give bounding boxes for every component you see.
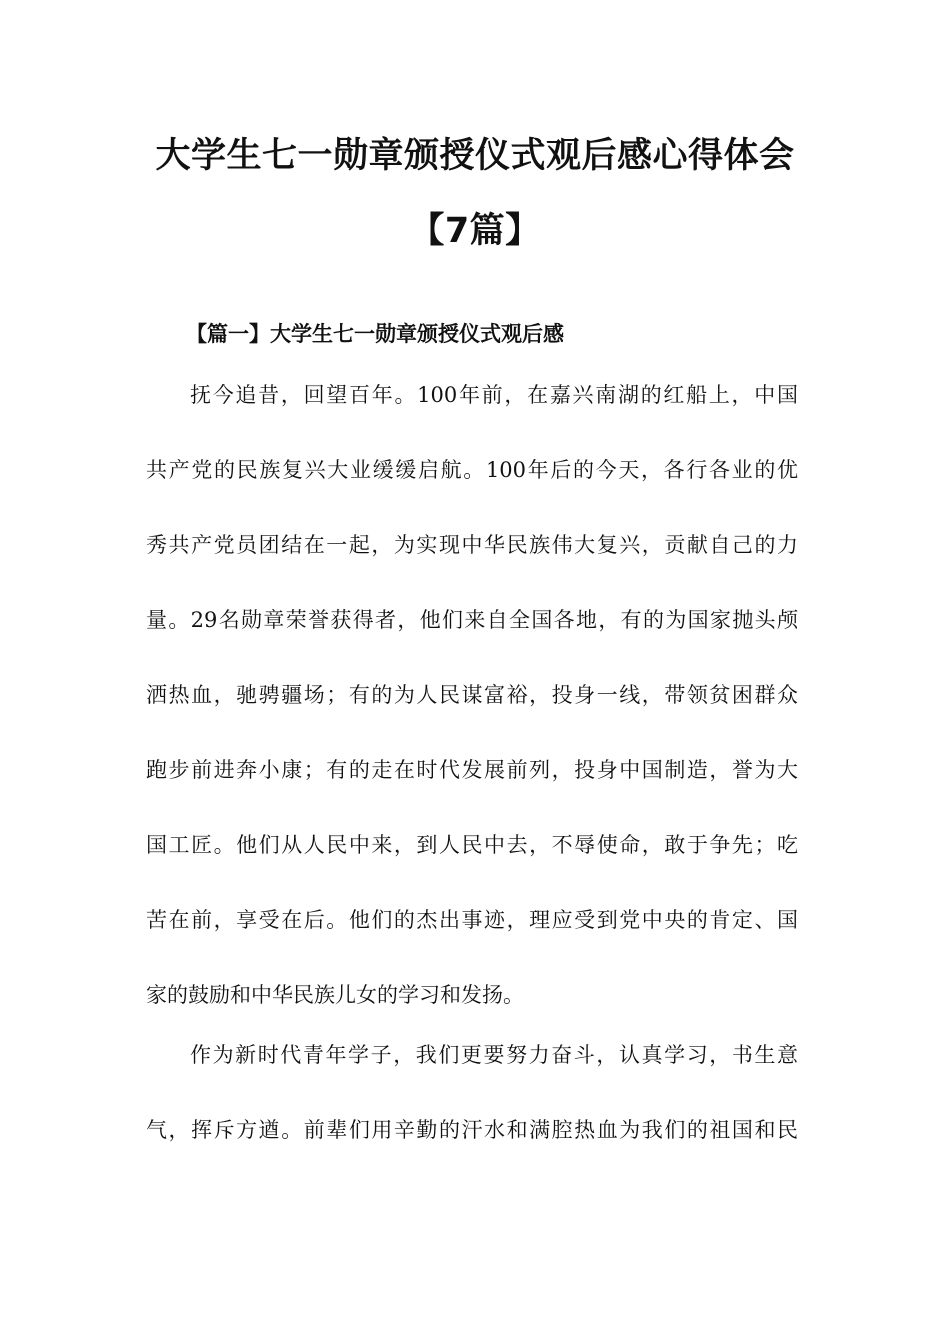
- paragraph-line: 洒热血，驰骋疆场；有的为人民谋富裕，投身一线，带领贫困群众: [146, 683, 798, 707]
- paragraph-1: [146, 358, 798, 1033]
- paragraph-line: 共产党的民族复兴大业缓缓启航。100年后的今天，各行各业的优: [146, 458, 798, 482]
- paragraph-line: 气，挥斥方遒。前辈们用辛勤的汗水和满腔热血为我们的祖国和民: [146, 1118, 798, 1142]
- paragraph-line: 作为新时代青年学子，我们更要努力奋斗，认真学习，书生意: [190, 1043, 798, 1067]
- paragraph-line: 抚今追昔，回望百年。100年前，在嘉兴南湖的红船上，中国: [190, 383, 798, 407]
- paragraph-line: 苦在前，享受在后。他们的杰出事迹，理应受到党中央的肯定、国: [146, 908, 798, 932]
- document-title-line2: 【7篇】: [409, 211, 541, 251]
- paragraph-2: [146, 1018, 798, 1168]
- paragraph-line: 跑步前进奔小康；有的走在时代发展前列，投身中国制造，誉为大: [146, 758, 798, 782]
- paragraph-line: 秀共产党员团结在一起，为实现中华民族伟大复兴，贡献自己的力: [146, 533, 798, 557]
- document-title-line1: 大学生七一勋章颁授仪式观后感心得体会: [155, 136, 795, 176]
- section-heading: 【篇一】大学生七一勋章颁授仪式观后感: [186, 322, 564, 346]
- paragraph-line: 量。29名勋章荣誉获得者，他们来自全国各地，有的为国家抛头颅: [146, 608, 798, 632]
- paragraph-line: 家的鼓励和中华民族儿女的学习和发扬。: [146, 983, 524, 1007]
- paragraph-line: 国工匠。他们从人民中来，到人民中去，不辱使命，敢于争先；吃: [146, 833, 798, 857]
